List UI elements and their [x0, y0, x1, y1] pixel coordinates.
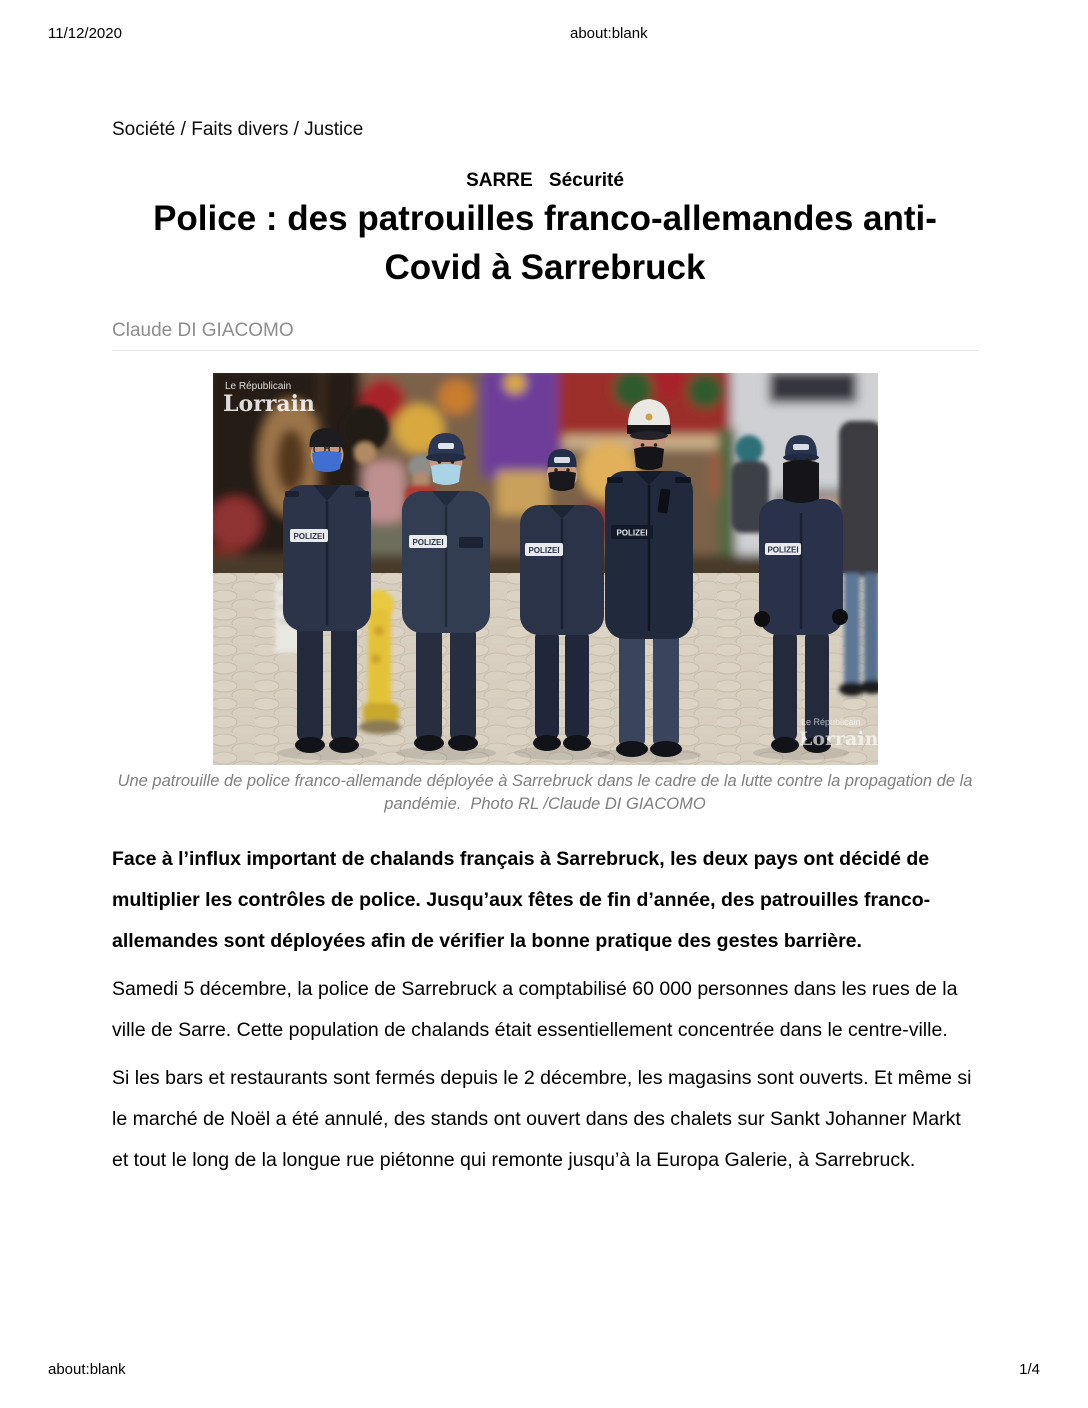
police-badge-label: POLIZEI	[292, 532, 325, 541]
paragraph: Samedi 5 décembre, la police de Sarrebruck a comptabilisé 60 000 personnes dans les rues de la ville de Sarre. Cette population de chalands était essentiellement concentrée dans le centre-ville.	[112, 978, 958, 1041]
watermark-text: Lorrain	[798, 728, 878, 750]
police-badge-label: POLIZEI	[411, 538, 444, 547]
police-badge-label: POLIZEI	[527, 546, 560, 555]
print-footer-page-number: 1/4	[1019, 1361, 1040, 1378]
caption-credit: Photo RL /Claude DI GIACOMO	[470, 794, 706, 813]
police-badge-label: POLIZEI	[766, 545, 799, 555]
article	[112, 119, 978, 1188]
kicker-section: SARRE	[466, 170, 533, 191]
article-photo	[112, 373, 978, 815]
print-header-date: 11/12/2020	[48, 25, 122, 42]
article-title: Police : des patrouilles franco-allemandes anti-Covid à Sarrebruck	[153, 199, 937, 287]
paragraph-lead: Face à l’influx important de chalands français à Sarrebruck, les deux pays ont décidé de multiplier les contrôles de police. Jusqu’aux fêtes de fin d’année, des patrouilles franco-allemandes sont déployées afin de vérifier la bonne pratique des gestes barrière.	[112, 848, 931, 952]
watermark-text: Lorrain	[222, 391, 315, 417]
watermark-text: Le Républicain	[224, 381, 291, 392]
photo-caption	[112, 770, 978, 815]
kicker-topic: Sécurité	[548, 170, 624, 191]
watermark-text: Le Républicain	[800, 717, 861, 727]
police-badge-label: POLIZEI	[615, 528, 648, 538]
breadcrumb: Société / Faits divers / Justice	[112, 119, 364, 140]
caption-text: Une patrouille de police franco-allemande déployée à Sarrebruck dans le cadre de la lutte contre la propagation de la pandémie.	[117, 772, 973, 813]
paragraph: Si les bars et restaurants sont fermés depuis le 2 décembre, les magasins sont ouverts. Et même si le marché de Noël a été annulé, des stands ont ouvert dans des chalets sur Sankt Johanner Markt et tout le long de la longue rue piétonne qui remonte jusqu’à la Europa Galerie, à Sarrebruck.	[112, 1067, 972, 1171]
kicker	[112, 170, 978, 192]
print-header	[48, 25, 1040, 45]
print-footer	[48, 1361, 1040, 1381]
divider	[112, 350, 978, 351]
print-footer-url: about:blank	[48, 1361, 126, 1378]
photo-image	[213, 373, 878, 765]
author-byline: Claude DI GIACOMO	[112, 320, 294, 341]
print-header-title: about:blank	[570, 25, 648, 42]
